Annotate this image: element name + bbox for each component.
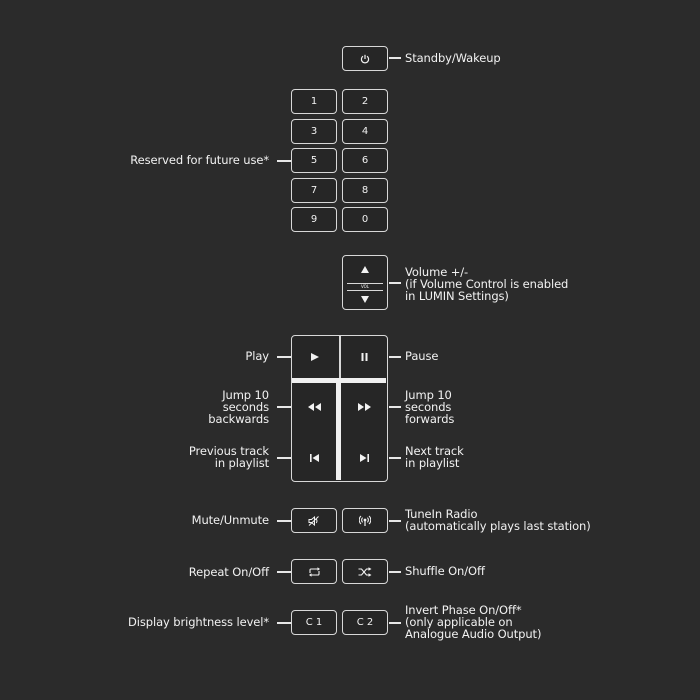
jump-back-line3: backwards [208,412,269,426]
volume-rocker[interactable] [342,255,388,310]
volume-label-line3: in LUMIN Settings) [405,289,509,303]
mute-button[interactable] [291,508,337,533]
invert-phase-line1: Invert Phase On/Off* [405,603,522,617]
previous-track-label [189,445,269,469]
volume-leader-line [389,282,401,284]
previous-track-leader-line [277,457,291,459]
jump-forward-leader-line [389,406,401,408]
pause-icon [361,353,368,361]
number-button-2[interactable]: 2 [342,89,388,114]
play-button[interactable] [292,336,338,377]
invert-phase-line2: (only applicable on [405,615,513,629]
play-label: Play [245,349,269,363]
triangle-up-icon [361,266,369,273]
jump-forward-line1: Jump 10 [405,388,452,402]
volume-down-button[interactable] [343,290,387,308]
number-button-9[interactable]: 9 [291,207,337,232]
number-button-4[interactable]: 4 [342,119,388,144]
power-icon [360,54,370,64]
next-track-label [405,445,464,469]
number-button-7[interactable]: 7 [291,178,337,203]
reserved-leader-line [277,160,291,162]
brightness-leader-line [277,622,291,624]
skip-next-icon [360,454,369,462]
pad-t-divider-vertical [336,378,341,480]
tunein-label [405,508,591,532]
previous-track-button[interactable] [292,436,336,480]
skip-previous-icon [310,454,319,462]
next-track-line2: in playlist [405,456,460,470]
reserved-label: Reserved for future use* [130,153,269,167]
repeat-label: Repeat On/Off [188,565,269,579]
jump-forward-line2: seconds [405,400,452,414]
fast-forward-icon [358,403,371,411]
c1-button[interactable]: C 1 [291,610,337,635]
repeat-leader-line [277,571,291,573]
invert-phase-line3: Analogue Audio Output) [405,627,542,641]
jump-forward-label [405,389,454,425]
previous-track-line2: in playlist [214,456,269,470]
brightness-label: Display brightness level* [128,615,269,629]
number-button-1[interactable]: 1 [291,89,337,114]
jump-back-line2: seconds [222,400,269,414]
number-button-5[interactable]: 5 [291,148,337,173]
tunein-leader-line [389,520,401,522]
rewind-icon [308,403,321,411]
radio-broadcast-icon [359,515,371,527]
previous-track-line1: Previous track [188,444,269,458]
volume-up-button[interactable] [343,260,387,278]
mute-icon [308,516,320,526]
shuffle-label: Shuffle On/Off [405,564,485,578]
tunein-button[interactable] [342,508,388,533]
pause-label: Pause [405,349,439,363]
tunein-line1: TuneIn Radio [405,507,478,521]
pause-leader-line [389,356,401,358]
standby-leader-line [389,57,401,59]
number-button-3[interactable]: 3 [291,119,337,144]
shuffle-leader-line [389,571,401,573]
play-icon [311,353,319,361]
standby-label: Standby/Wakeup [405,51,501,65]
transport-pad [291,335,388,482]
mute-leader-line [277,520,291,522]
next-track-button[interactable] [342,436,386,480]
invert-phase-leader-line [389,622,401,624]
c2-button[interactable]: C 2 [342,610,388,635]
repeat-icon [308,567,321,577]
volume-label-line1: Volume +/- [405,265,469,279]
number-button-6[interactable]: 6 [342,148,388,173]
pause-button[interactable] [341,336,387,377]
mute-label: Mute/Unmute [191,513,269,527]
repeat-button[interactable] [291,559,337,584]
triangle-down-icon [361,296,369,303]
volume-label-line2: (if Volume Control is enabled [405,277,569,291]
invert-phase-label [405,604,541,640]
standby-button[interactable] [342,46,388,71]
shuffle-button[interactable] [342,559,388,584]
shuffle-icon [358,567,372,577]
next-track-line1: Next track [405,444,464,458]
rewind-button[interactable] [292,386,336,428]
number-button-8[interactable]: 8 [342,178,388,203]
volume-label-chip: VOL [347,283,383,291]
jump-forward-line3: forwards [405,412,455,426]
number-button-0[interactable]: 0 [342,207,388,232]
next-track-leader-line [389,457,401,459]
fast-forward-button[interactable] [342,386,386,428]
volume-label [405,266,568,302]
jump-back-label [208,389,269,425]
jump-back-leader-line [277,406,291,408]
jump-back-line1: Jump 10 [222,388,269,402]
tunein-line2: (automatically plays last station) [405,519,591,533]
play-leader-line [277,356,291,358]
